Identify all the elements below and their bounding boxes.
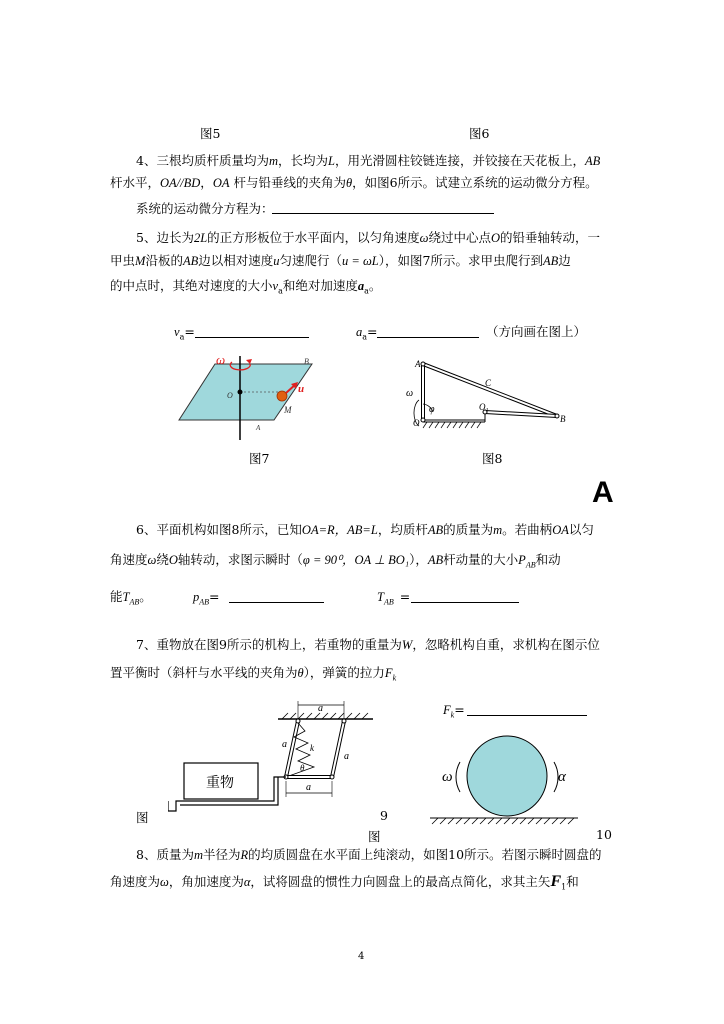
fig8-B-label: B <box>560 414 566 424</box>
fig7-beetle <box>277 391 287 401</box>
fig10-disk <box>467 736 547 816</box>
q7-line2: 置平衡时（斜杆与水平线的夹角为θ），弹簧的拉力$F_k$ <box>110 665 397 683</box>
q8-line2: 角速度为ω，角加速度为α，试将圆盘的惯性力向圆盘上的最高点简化，求其主矢$F_1$和 <box>110 873 579 892</box>
fig9-theta: θ <box>300 763 305 773</box>
fig7-A-label: A <box>256 424 261 432</box>
fig9-a-bottom: a <box>306 782 311 793</box>
q7-answer-F: $F_k=$ <box>443 702 465 720</box>
caption-fig10-a: 图 <box>368 829 381 844</box>
fig8-hatch <box>423 422 481 428</box>
q5-answer-v-blank[interactable] <box>195 337 309 338</box>
fig7-omega-head <box>246 359 252 364</box>
caption-fig8: 图8 <box>482 451 503 466</box>
q4-line1: 4、三根均质杆质量均为m，长均为L，用光滑圆柱铰链连接，并铰接在天花板上，AB <box>136 153 601 168</box>
fig8-joint-A <box>421 362 425 366</box>
q5-note: （方向画在图上） <box>486 324 587 339</box>
fig8-O1-label: $O_1$ <box>479 402 489 414</box>
fig8-joint-B <box>555 414 559 418</box>
fig7-M-label: M <box>284 405 292 415</box>
fig10-omega-label: ω <box>442 769 453 785</box>
caption-fig7: 图7 <box>249 451 270 466</box>
q5-answer-v: $v_a=$ <box>174 324 195 342</box>
fig9-a-left: a <box>282 739 287 750</box>
fig7-B-label: B <box>304 357 309 366</box>
fig8-joint-O <box>421 418 425 422</box>
fig9-a-top: a <box>318 703 323 714</box>
fig10-alpha-label: α <box>558 769 566 785</box>
fig9-weight-label: 重物 <box>206 776 234 791</box>
fig7-center <box>238 390 243 395</box>
fig7-u-label: u <box>298 383 305 395</box>
caption-fig5: 图5 <box>200 126 221 141</box>
q7-answer-F-blank[interactable] <box>467 715 587 716</box>
figure-8 <box>405 356 575 438</box>
caption-fig9-b: 9 <box>380 808 388 823</box>
caption-fig10-b: 10 <box>596 827 612 842</box>
figure-7 <box>170 352 330 444</box>
fig8-omega-label: ω <box>406 388 414 399</box>
big-letter-A: A <box>592 476 614 509</box>
fig8-C-label: C <box>485 378 492 388</box>
q5-line2: 甲虫M沿板的AB边以相对速度u匀速爬行（u = ωL），如图7所示。求甲虫爬行到AB边 <box>110 253 571 268</box>
q5-answer-a-blank[interactable] <box>377 337 479 338</box>
q8-line1: 8、质量为m半径为R的均质圆盘在水平面上纯滚动，如图10所示。若图示瞬时圆盘的 <box>136 847 602 862</box>
caption-fig6: 图6 <box>469 126 490 141</box>
figure-9 <box>168 697 378 813</box>
fig8-phi-label: φ <box>429 404 435 415</box>
fig10-omega-arrow <box>456 762 460 792</box>
fig7-O-label: O <box>227 391 233 400</box>
fig9-k: k <box>310 743 314 753</box>
fig9-a-right: a <box>344 751 349 762</box>
q6-answer-T: $T_{AB}$ = <box>377 589 411 607</box>
q6-line1: 6、平面机构如图8所示，已知OA=R，AB=L，均质杆AB的质量为m。若曲柄OA以匀 <box>136 522 594 537</box>
q4-line2: 杆水平，OA//BD，OA 杆与铅垂线的夹角为θ，如图6所示。试建立系统的运动微分方程。 <box>110 175 598 190</box>
q6-answer-T-blank[interactable] <box>411 602 519 603</box>
q6-line3: 能$T_{AB}$。 <box>110 589 152 607</box>
page-number: 4 <box>358 951 365 962</box>
q5-answer-a: $a_a=$ <box>356 324 378 342</box>
figure-10 <box>428 730 588 828</box>
q7-line1: 7、重物放在图9所示的机构上，若重物的重量为W，忽略机构自重，求机构在图示位 <box>136 637 600 652</box>
q6-line2: 角速度ω绕O轴转动，求图示瞬时（φ = 90⁰，OA ⊥ BO₁），AB杆动量的大小$P_{AB}$和动 <box>110 552 561 570</box>
q6-answer-p-blank[interactable] <box>229 602 324 603</box>
q4-answer: 系统的运动微分方程为： <box>136 201 274 216</box>
caption-fig9-a: 图 <box>136 810 149 825</box>
q4-answer-blank[interactable] <box>272 213 494 214</box>
fig7-omega-label: ω <box>216 352 226 367</box>
fig8-O-label: O <box>413 418 420 428</box>
q6-answer-p: $p_{AB}=$ <box>193 589 220 607</box>
fig8-A-label: A <box>415 359 421 369</box>
q5-line3: 的中点时，其绝对速度的大小$v_a$和绝对加速度$a_a$。 <box>110 278 382 296</box>
q5-line1: 5、边长为2L的正方形板位于水平面内，以匀角速度ω绕过中心点O的铅垂轴转动，一 <box>136 230 601 245</box>
